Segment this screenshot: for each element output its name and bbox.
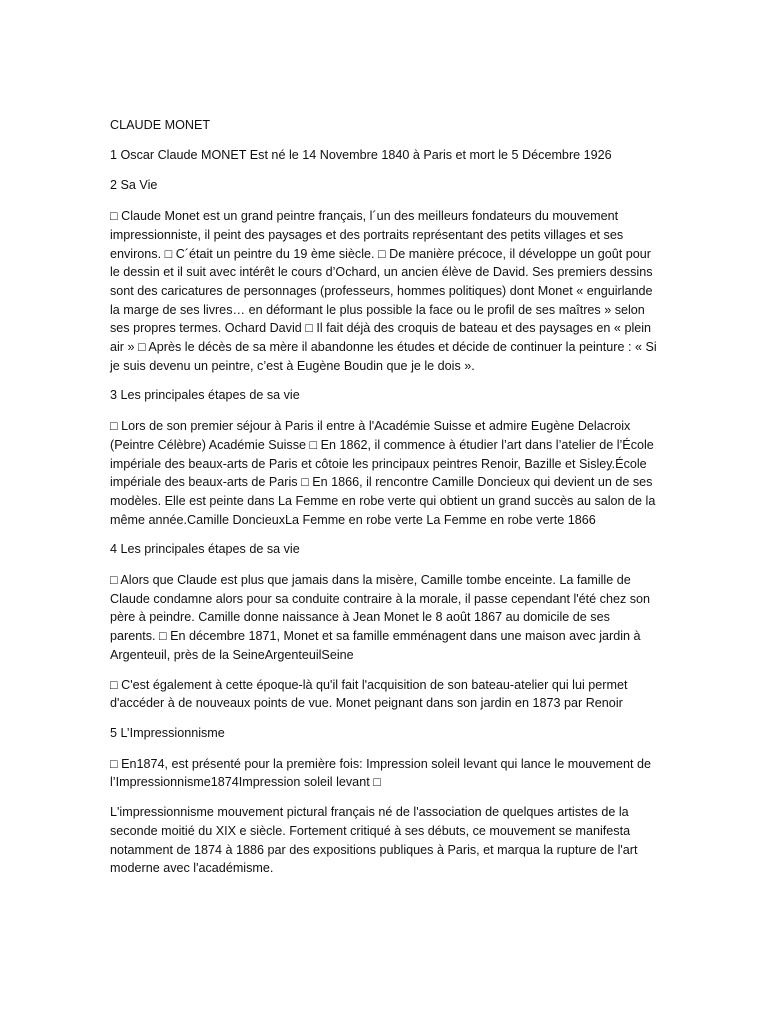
paragraph-etapes-2b: □ C'est également à cette époque-là qu'il fait l'acquisition de son bateau-atelier qui lui permet d'accéder à de nouveaux points de vue. Monet peignant dans son jardin en 1873 par Renoir: [110, 677, 628, 711]
heading-etapes-2: 4 Les principales étapes de sa vie: [110, 542, 300, 557]
paragraph-impressionnisme-b: L'impressionnisme mouvement pictural français né de l'association de quelques artistes de la seconde moitié du XIX e siècle. Fortement critiqué à ses débuts, ce mouvement se manifesta notamment de 1874 à 1886 par des expositions publiques à Paris, et marqua la rupture de l'art moderne avec l'académisme.: [110, 805, 638, 876]
paragraph-etapes-2a: □ Alors que Claude est plus que jamais dans la misère, Camille tombe enceinte. La famille de Claude condamne alors pour sa conduite contraire à la morale, il passe cependant l'été chez son père à peindre. Camille donne naissance à Jean Monet le 8 août 1867 au domicile de ses parents. □ En décembre 1871, Monet et sa famille emménagent dans une maison avec jardin à Argenteuil, près de la SeineArgenteuilSeine: [110, 573, 651, 662]
paragraph-etapes-1: □ Lors de son premier séjour à Paris il entre à l'Académie Suisse et admire Eugène Delacroix (Peintre Célèbre) Académie Suisse □ En 1862, il commence à étudier l’art dans l’atelier de l’École impériale des beaux-arts de Paris et côtoie les principaux peintres Renoir, Bazille et Sisley.École impériale des beaux-arts de Paris □ En 1866, il rencontre Camille Doncieux qui devient un de ses modèles. Elle est peinte dans La Femme en robe verte qui obtient un grand succès au salon de la même année.Camille DoncieuxLa Femme en robe verte La Femme en robe verte 1866: [110, 419, 656, 527]
heading-etapes-1: 3 Les principales étapes de sa vie: [110, 388, 300, 403]
document-page: [110, 116, 658, 889]
paragraph-impressionnisme-a: □ En1874, est présenté pour la première fois: Impression soleil levant qui lance le mouvement de l’Impressionnisme1874Impression soleil levant □: [110, 756, 652, 790]
heading-sa-vie: 2 Sa Vie: [110, 178, 158, 193]
heading-impressionnisme: 5 L’Impressionnisme: [110, 725, 225, 740]
paragraph-sa-vie: □ Claude Monet est un grand peintre français, l´un des meilleurs fondateurs du mouvement impressionniste, il peint des paysages et des portraits représentant des petits villages et ses environs. □ C´était un peintre du 19 ème siècle. □ De manière précoce, il développe un goût pour le dessin et il suit avec intérêt le cours d’Ochard, un ancien élève de David. Ses premiers dessins sont des caricatures de personnages (professeurs, hommes politiques) dont Monet « enguirlande la marge de ses livres… en déformant le plus possible la face ou le profil de ses maîtres » selon ses propres termes. Ochard David □ Il fait déjà des croquis de bateau et des paysages en « plein air » □ Après le décès de sa mère il abandonne les études et décide de continuer la peinture : « Si je suis devenu un peintre, c’est à Eugène Boudin que je le dois ».: [110, 209, 657, 373]
document-title: CLAUDE MONET: [110, 118, 211, 132]
heading-birth: 1 Oscar Claude MONET Est né le 14 Novembre 1840 à Paris et mort le 5 Décembre 1926: [110, 147, 612, 162]
